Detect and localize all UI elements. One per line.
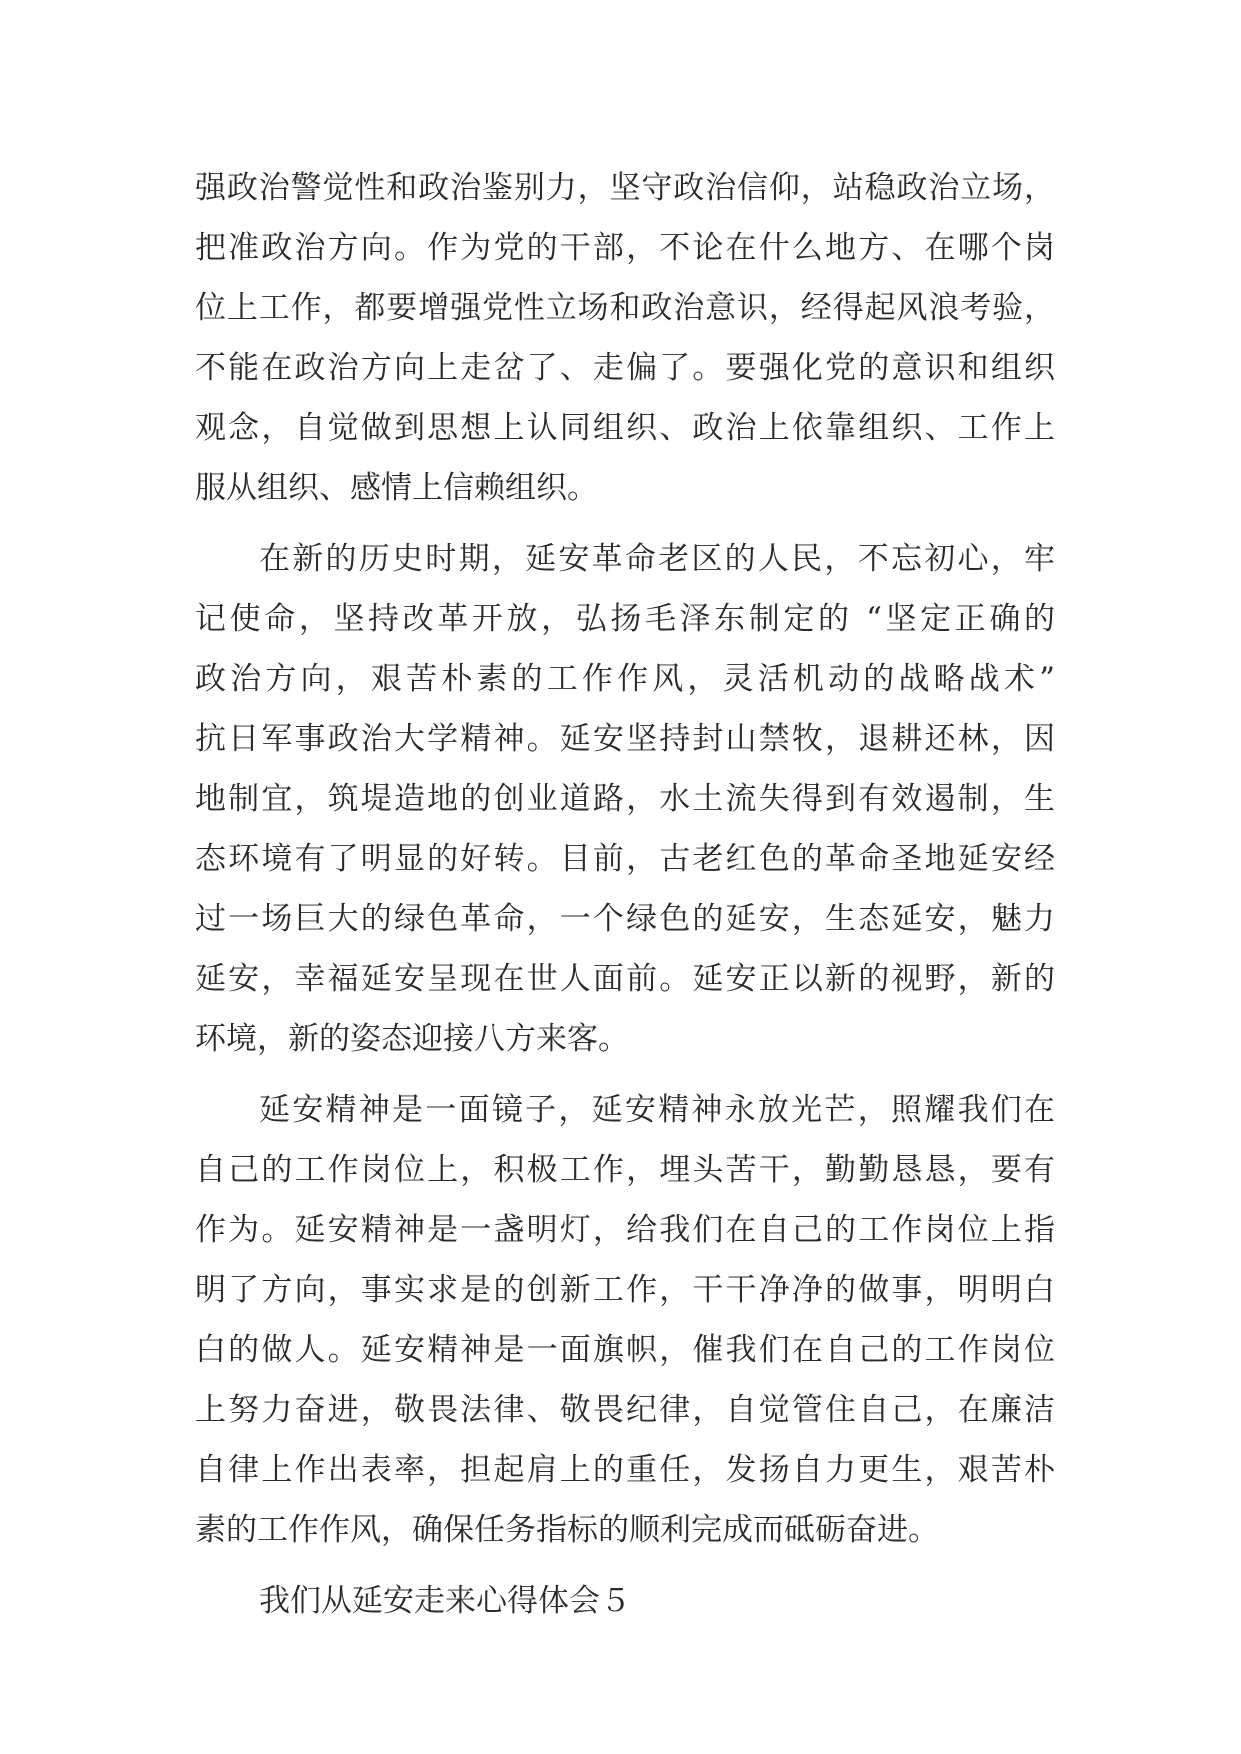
text-line: 位上工作，都要增强党性立场和政治意识，经得起风浪考验， — [195, 290, 1055, 326]
text-line: 环境，新的姿态迎接八方来客。 — [195, 1021, 629, 1057]
text-line: 在新的历史时期，延安革命老区的人民，不忘初心，牢 — [259, 541, 1055, 577]
text-line: 抗日军事政治大学精神。延安坚持封山禁牧，退耕还林，因 — [195, 721, 1055, 757]
text-line: 自律上作出表率，担起肩上的重任，发扬自力更生，艰苦朴 — [195, 1452, 1055, 1488]
document-body — [195, 158, 1055, 1642]
text-line: 作为。延安精神是一盏明灯，给我们在自己的工作岗位上指 — [195, 1212, 1055, 1248]
text-line: 服从组织、感情上信赖组织。 — [195, 470, 598, 506]
text-line: 观念，自觉做到思想上认同组织、政治上依靠组织、工作上 — [195, 410, 1055, 446]
text-line: 态环境有了明显的好转。目前，古老红色的革命圣地延安经 — [195, 841, 1055, 877]
paragraph-4-heading — [195, 1571, 1055, 1631]
text-line: 延安，幸福延安呈现在世人面前。延安正以新的视野，新的 — [195, 961, 1055, 997]
text-line: 明了方向，事实求是的创新工作，干干净净的做事，明明白 — [195, 1272, 1055, 1308]
text-line: 白的做人。延安精神是一面旗帜，催我们在自己的工作岗位 — [195, 1332, 1055, 1368]
text-line: 自己的工作岗位上，积极工作，埋头苦干，勤勤恳恳，要有 — [195, 1152, 1055, 1188]
paragraph-3 — [195, 1080, 1055, 1560]
text-line: 素的工作作风，确保任务指标的顺利完成而砥砺奋进。 — [195, 1512, 939, 1548]
text-line: 不能在政治方向上走岔了、走偏了。要强化党的意识和组织 — [195, 350, 1055, 386]
text-line: 强政治警觉性和政治鉴别力，坚守政治信仰，站稳政治立场， — [195, 170, 1055, 206]
text-line: 过一场巨大的绿色革命，一个绿色的延安，生态延安，魅力 — [195, 901, 1055, 937]
text-line: 延安精神是一面镜子，延安精神永放光芒，照耀我们在 — [259, 1092, 1055, 1128]
text-line: 把准政治方向。作为党的干部，不论在什么地方、在哪个岗 — [195, 230, 1055, 266]
text-line: 记使命，坚持改革开放，弘扬毛泽东制定的 “坚定正确的 — [195, 601, 1055, 637]
text-line: 上努力奋进，敬畏法律、敬畏纪律，自觉管住自己，在廉洁 — [195, 1392, 1055, 1428]
paragraph-2 — [195, 529, 1055, 1069]
text-line: 政治方向，艰苦朴素的工作作风，灵活机动的战略战术” — [195, 661, 1055, 697]
text-line: 地制宜，筑堤造地的创业道路，水土流失得到有效遏制，生 — [195, 781, 1055, 817]
paragraph-1 — [195, 158, 1055, 518]
section-heading: 我们从延安走来心得体会５ — [259, 1583, 631, 1619]
